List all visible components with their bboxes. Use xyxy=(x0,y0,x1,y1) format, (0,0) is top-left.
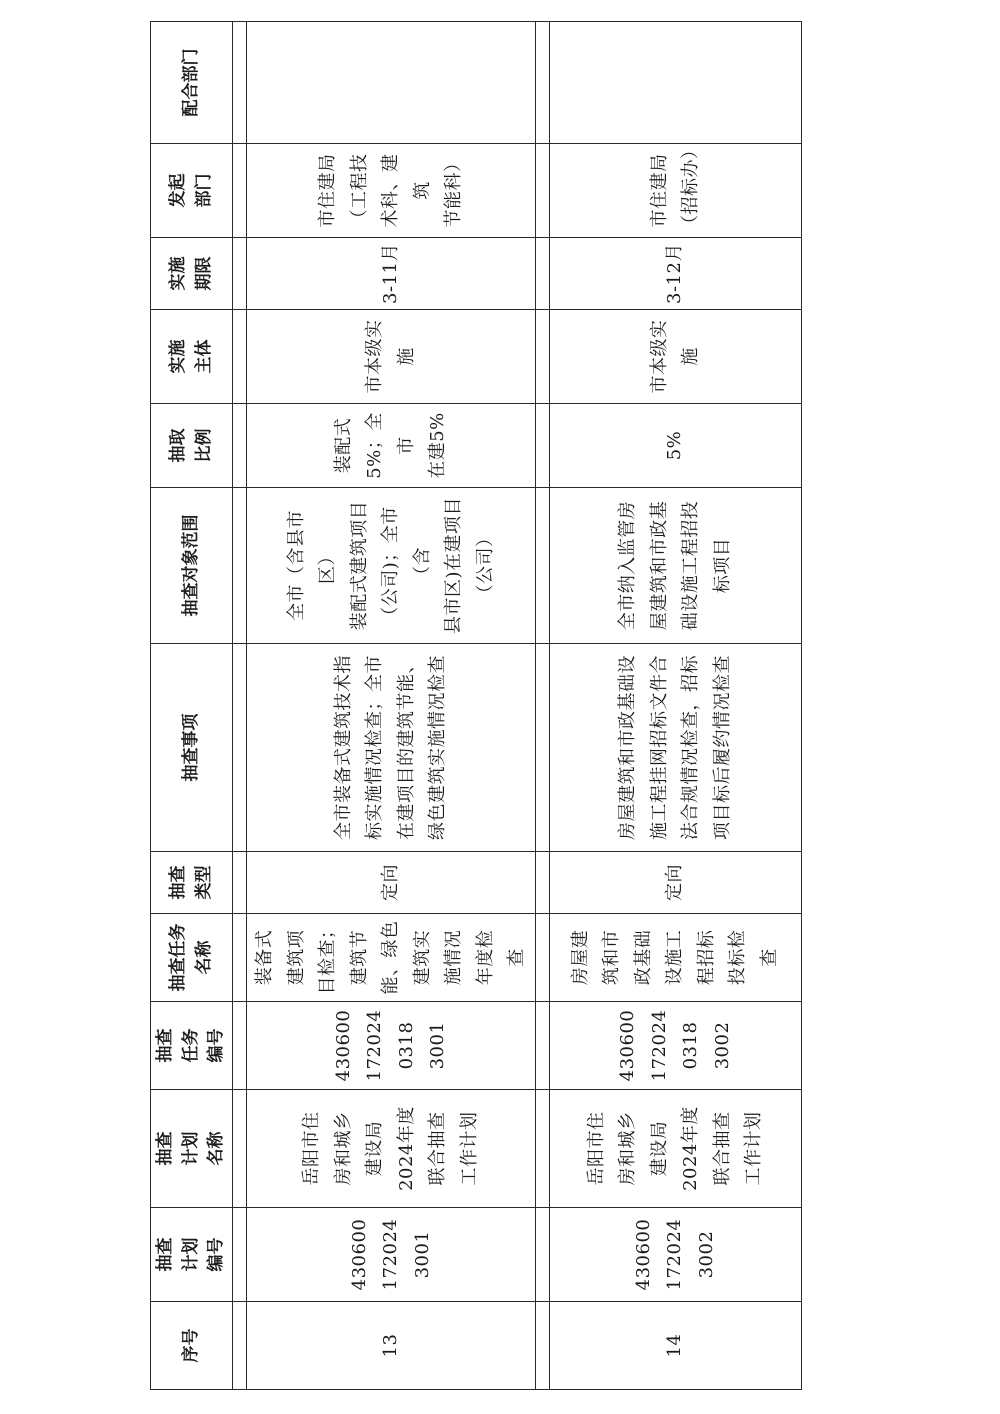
col-header-seq: 序号 xyxy=(151,1302,233,1390)
cell-cooperating xyxy=(247,22,536,144)
cell-plan-no: 430600 172024 3002 xyxy=(549,1208,801,1302)
col-header-plan-name: 抽查 计划 名称 xyxy=(151,1090,233,1208)
col-header-ratio: 抽取 比例 xyxy=(151,404,233,488)
cell-scope: 全市纳入监管房 屋建筑和市政基 础设施工程招投 标项目 xyxy=(549,488,801,644)
cell-cooperating xyxy=(549,22,801,144)
cell-subject: 市本级实 施 xyxy=(549,310,801,404)
cell-period: 3-11月 xyxy=(247,238,536,310)
table-row xyxy=(247,22,536,1390)
cell-period: 3-12月 xyxy=(549,238,801,310)
header-row xyxy=(151,22,233,1390)
spacer-row xyxy=(535,22,549,1390)
inspection-plan-table xyxy=(150,21,802,1390)
cell-type: 定向 xyxy=(247,852,536,914)
cell-plan-name: 岳阳市住 房和城乡 建设局 2024年度 联合抽查 工作计划 xyxy=(247,1090,536,1208)
cell-initiator: 市住建局 （招标办） xyxy=(549,144,801,238)
cell-seq: 13 xyxy=(247,1302,536,1390)
col-header-subject: 实施 主体 xyxy=(151,310,233,404)
cell-task-no: 430600 172024 0318 3002 xyxy=(549,1002,801,1090)
cell-ratio: 装配式 5%；全市 在建5% xyxy=(247,404,536,488)
cell-items: 房屋建筑和市政基础设 施工程挂网招标文件合 法合规情况检查，招标 项目标后履约情况检查 xyxy=(549,644,801,852)
rotated-table-sheet xyxy=(150,22,780,1390)
col-header-type: 抽查 类型 xyxy=(151,852,233,914)
cell-task-name: 装备式 建筑项 目检查； 建筑节 能、绿色 建筑实 施情况 年度检 查 xyxy=(247,914,536,1002)
cell-subject: 市本级实 施 xyxy=(247,310,536,404)
col-header-task-no: 抽查 任务 编号 xyxy=(151,1002,233,1090)
cell-ratio: 5% xyxy=(549,404,801,488)
col-header-task-name: 抽查任务 名称 xyxy=(151,914,233,1002)
col-header-items: 抽查事项 xyxy=(151,644,233,852)
cell-seq: 14 xyxy=(549,1302,801,1390)
col-header-initiator: 发起 部门 xyxy=(151,144,233,238)
col-header-scope: 抽查对象范围 xyxy=(151,488,233,644)
table-row xyxy=(549,22,801,1390)
cell-task-name: 房屋建 筑和市 政基础 设施工 程招标 投标检 查 xyxy=(549,914,801,1002)
spacer-row xyxy=(233,22,247,1390)
cell-plan-no: 430600 172024 3001 xyxy=(247,1208,536,1302)
cell-type: 定向 xyxy=(549,852,801,914)
cell-scope: 全市（含县市区） 装配式建筑项目 （公司)；全市（含 县市区)在建项目 （公司） xyxy=(247,488,536,644)
cell-items: 全市装备式建筑技术指 标实施情况检查；全市 在建项目的建筑节能、 绿色建筑实施情况检查 xyxy=(247,644,536,852)
cell-initiator: 市住建局 （工程技 术科、建筑 节能科） xyxy=(247,144,536,238)
col-header-period: 实施 期限 xyxy=(151,238,233,310)
col-header-cooperating: 配合部门 xyxy=(151,22,233,144)
cell-plan-name: 岳阳市住 房和城乡 建设局 2024年度 联合抽查 工作计划 xyxy=(549,1090,801,1208)
cell-task-no: 430600 172024 0318 3001 xyxy=(247,1002,536,1090)
col-header-plan-no: 抽查 计划 编号 xyxy=(151,1208,233,1302)
